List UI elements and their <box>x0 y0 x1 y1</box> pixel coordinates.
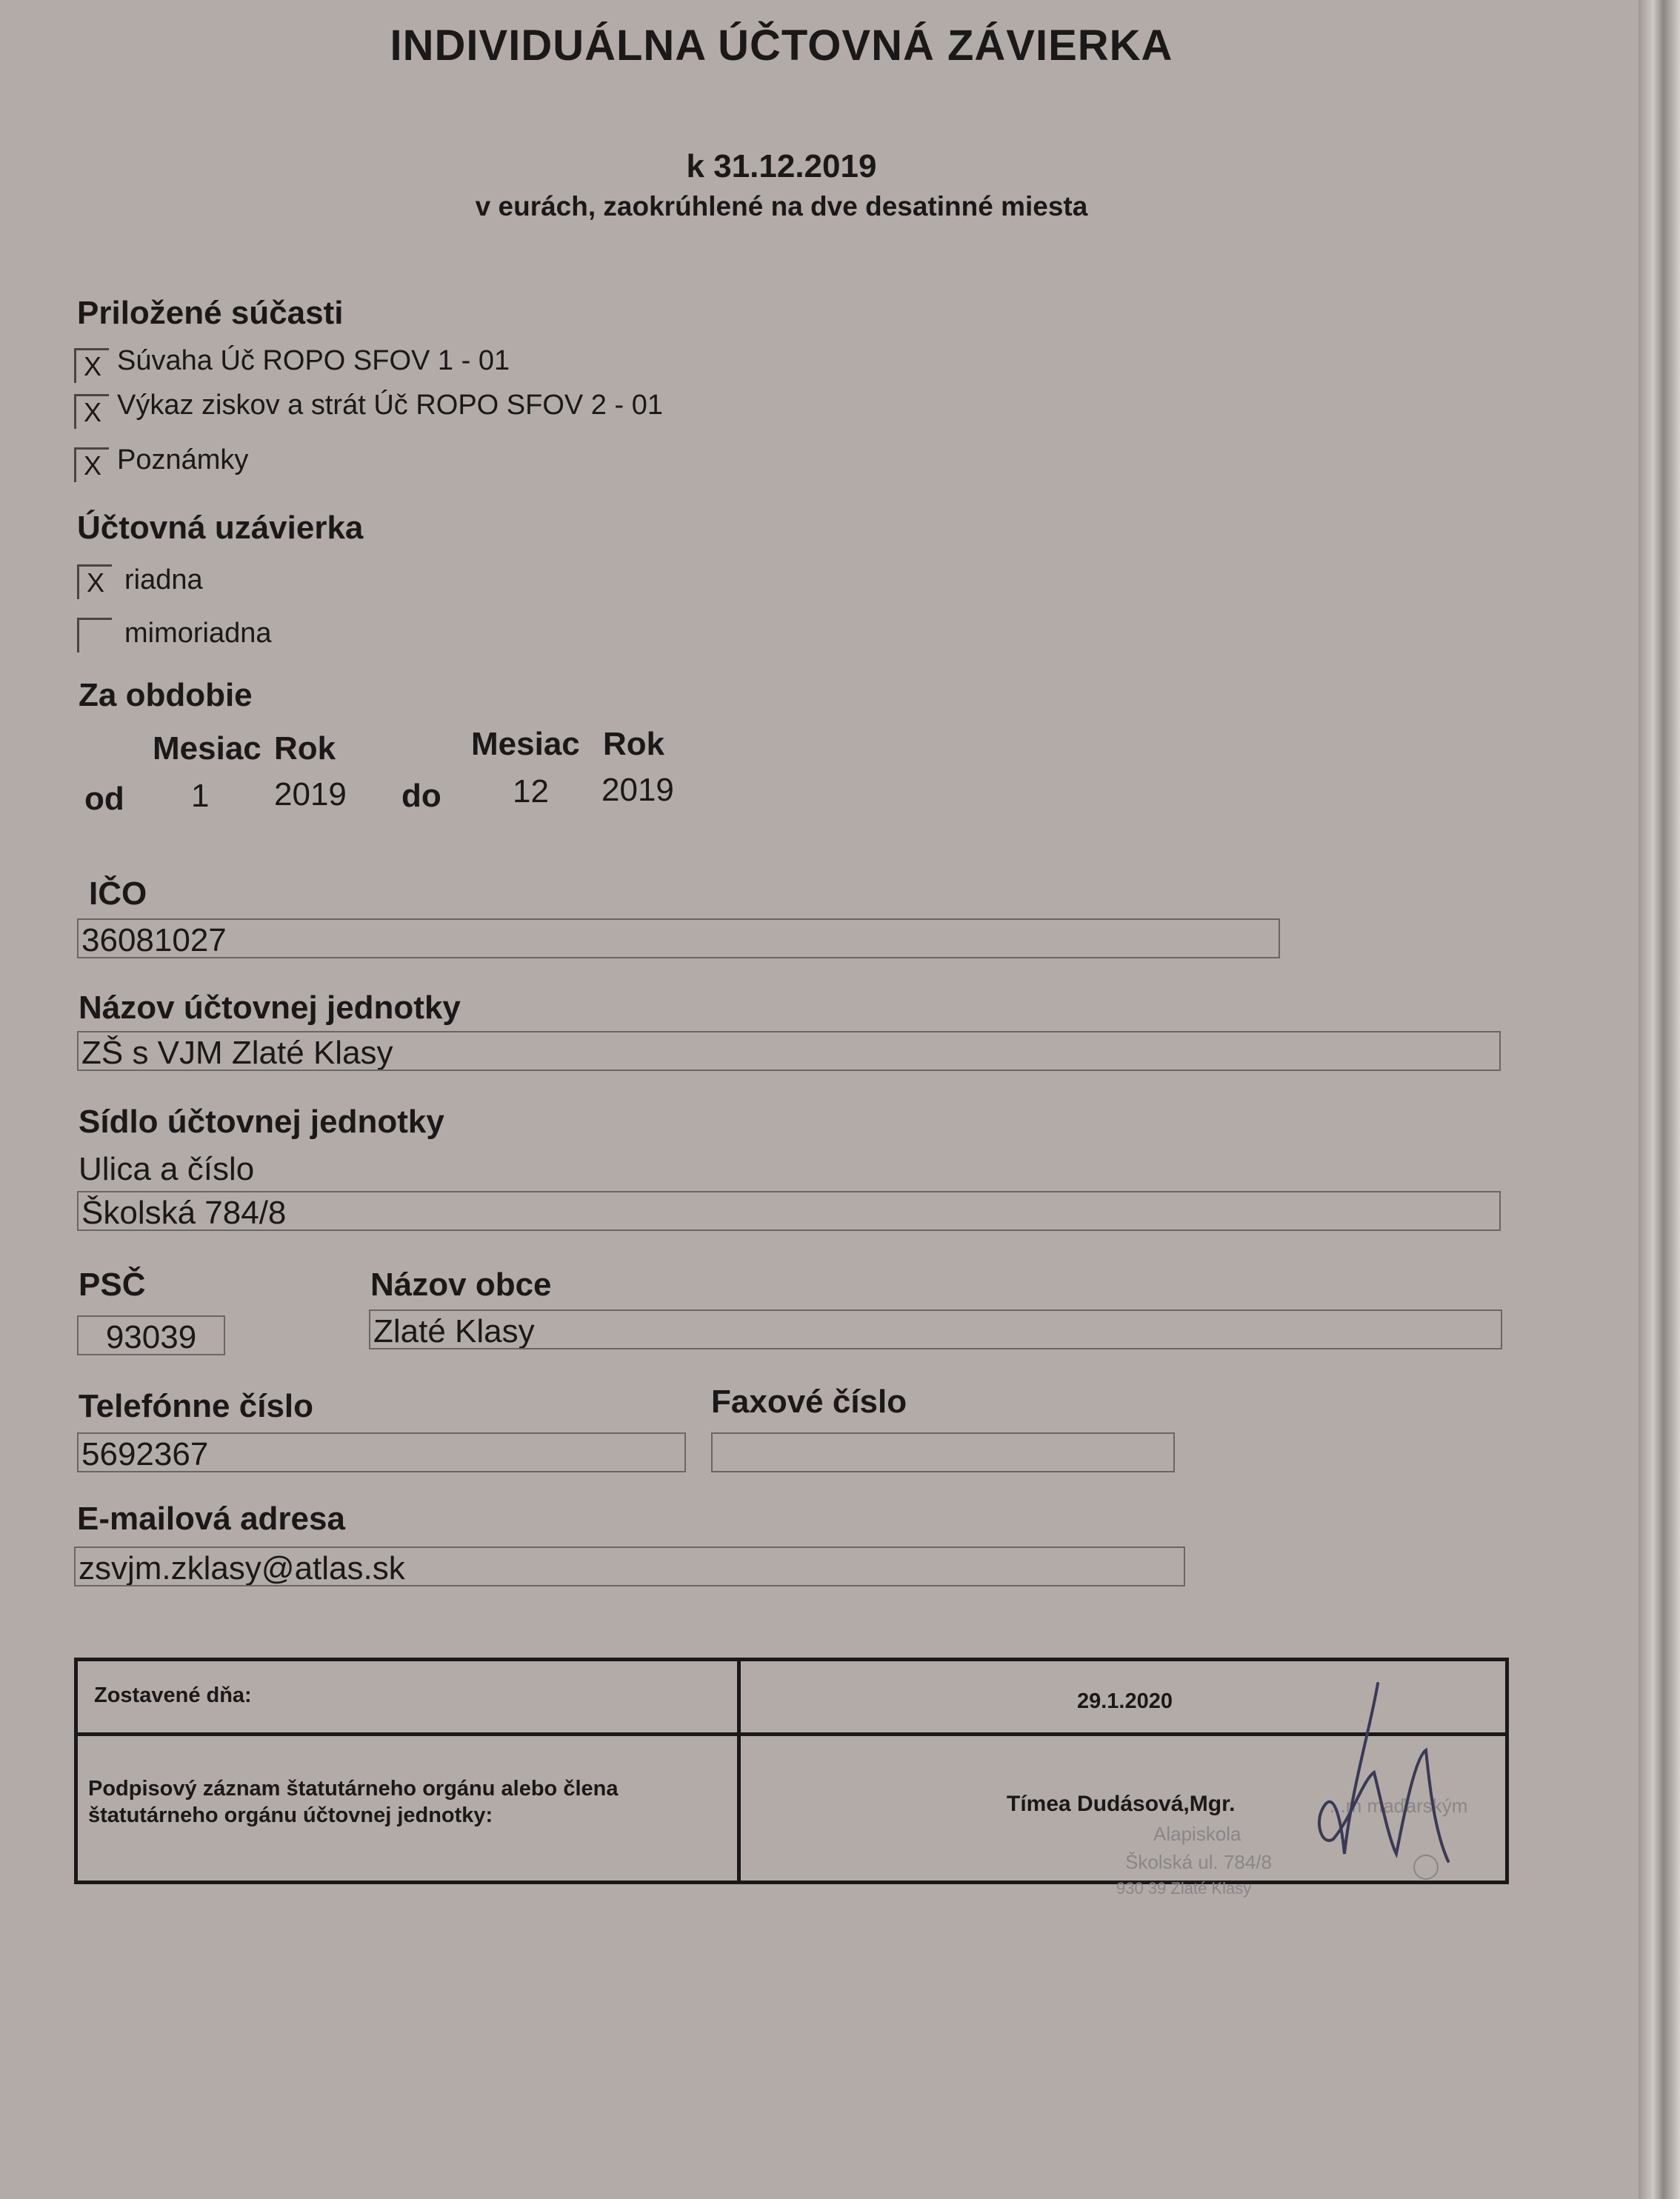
stamp-line-4: 930 39 Zlaté Klasy <box>1116 1879 1252 1898</box>
stamp-line-2: Alapiskola <box>1153 1823 1241 1845</box>
period-from-month: 1 <box>191 778 210 814</box>
date-line: k 31.12.2019 <box>686 148 877 184</box>
city-field[interactable]: Zlaté Klasy <box>369 1309 1502 1349</box>
compiled-date-label: Zostavené dňa: <box>94 1684 252 1707</box>
signature-label: Podpisový záznam štatutárneho orgánu alebo člena štatutárneho orgánu účtovnej jednotky: <box>88 1777 619 1827</box>
attachments-heading: Priložené súčasti <box>77 295 344 331</box>
zip-label: PSČ <box>79 1267 146 1303</box>
handwritten-signature <box>1204 1669 1485 1891</box>
fax-field[interactable] <box>711 1432 1175 1472</box>
from-year-header: Rok <box>274 730 336 767</box>
attachment-label-notes: Poznámky <box>117 444 249 475</box>
attachment-checkbox-balance[interactable]: X <box>74 348 109 383</box>
phone-label: Telefónne číslo <box>79 1388 314 1424</box>
address-heading: Sídlo účtovnej jednotky <box>79 1104 444 1140</box>
stamp-circle-icon <box>1414 1855 1438 1879</box>
street-field[interactable]: Školská 784/8 <box>77 1191 1501 1231</box>
city-label: Názov obce <box>370 1267 552 1303</box>
closing-label-regular: riadna <box>124 564 203 595</box>
document-title: INDIVIDUÁLNA ÚČTOVNÁ ZÁVIERKA <box>390 21 1173 70</box>
to-month-header: Mesiac <box>471 726 580 762</box>
attachment-label-balance: Súvaha Úč ROPO SFOV 1 - 01 <box>117 345 510 376</box>
fax-label: Faxové číslo <box>711 1384 907 1420</box>
ico-label: IČO <box>89 875 147 912</box>
period-to-month: 12 <box>513 773 549 810</box>
email-label: E-mailová adresa <box>77 1501 345 1537</box>
compiled-date-value: 29.1.2020 <box>1076 1689 1173 1713</box>
entity-name-field[interactable]: ZŠ s VJM Zlaté Klasy <box>77 1031 1501 1071</box>
ico-field[interactable]: 36081027 <box>77 918 1280 958</box>
stamp-line-3: Školská ul. 784/8 <box>1125 1851 1273 1873</box>
attachment-checkbox-income[interactable]: X <box>74 394 109 429</box>
closing-label-extraordinary: mimoriadna <box>124 618 272 649</box>
paper-edge <box>1639 0 1680 2199</box>
from-month-header: Mesiac <box>153 730 261 767</box>
period-from-label: od <box>84 781 124 817</box>
entity-name-label: Názov účtovnej jednotky <box>79 990 461 1026</box>
period-to-year: 2019 <box>601 772 674 808</box>
period-heading: Za obdobie <box>79 677 253 713</box>
phone-field[interactable]: 5692367 <box>77 1432 686 1472</box>
period-from-year: 2019 <box>274 776 347 812</box>
stamp-line-1: ...m maďarským <box>1330 1795 1468 1817</box>
period-to-label: do <box>401 778 441 814</box>
closing-checkbox-regular[interactable]: X <box>77 564 112 599</box>
to-year-header: Rok <box>603 726 665 762</box>
email-field[interactable]: zsvjm.zklasy@atlas.sk <box>74 1546 1185 1586</box>
zip-field[interactable]: 93039 <box>77 1315 225 1355</box>
signature-table <box>74 1658 1509 1898</box>
signatory-name: Tímea Dudásová,Mgr. <box>1007 1792 1236 1816</box>
attachment-label-income: Výkaz ziskov a strát Úč ROPO SFOV 2 - 01 <box>117 390 663 421</box>
attachment-checkbox-notes[interactable]: X <box>74 447 109 482</box>
closing-checkbox-extraordinary[interactable] <box>77 618 112 653</box>
closing-heading: Účtovná uzávierka <box>77 510 364 546</box>
currency-note: v eurách, zaokrúhlené na dve desatinné miesta <box>475 191 1088 221</box>
street-label: Ulica a číslo <box>79 1151 255 1187</box>
